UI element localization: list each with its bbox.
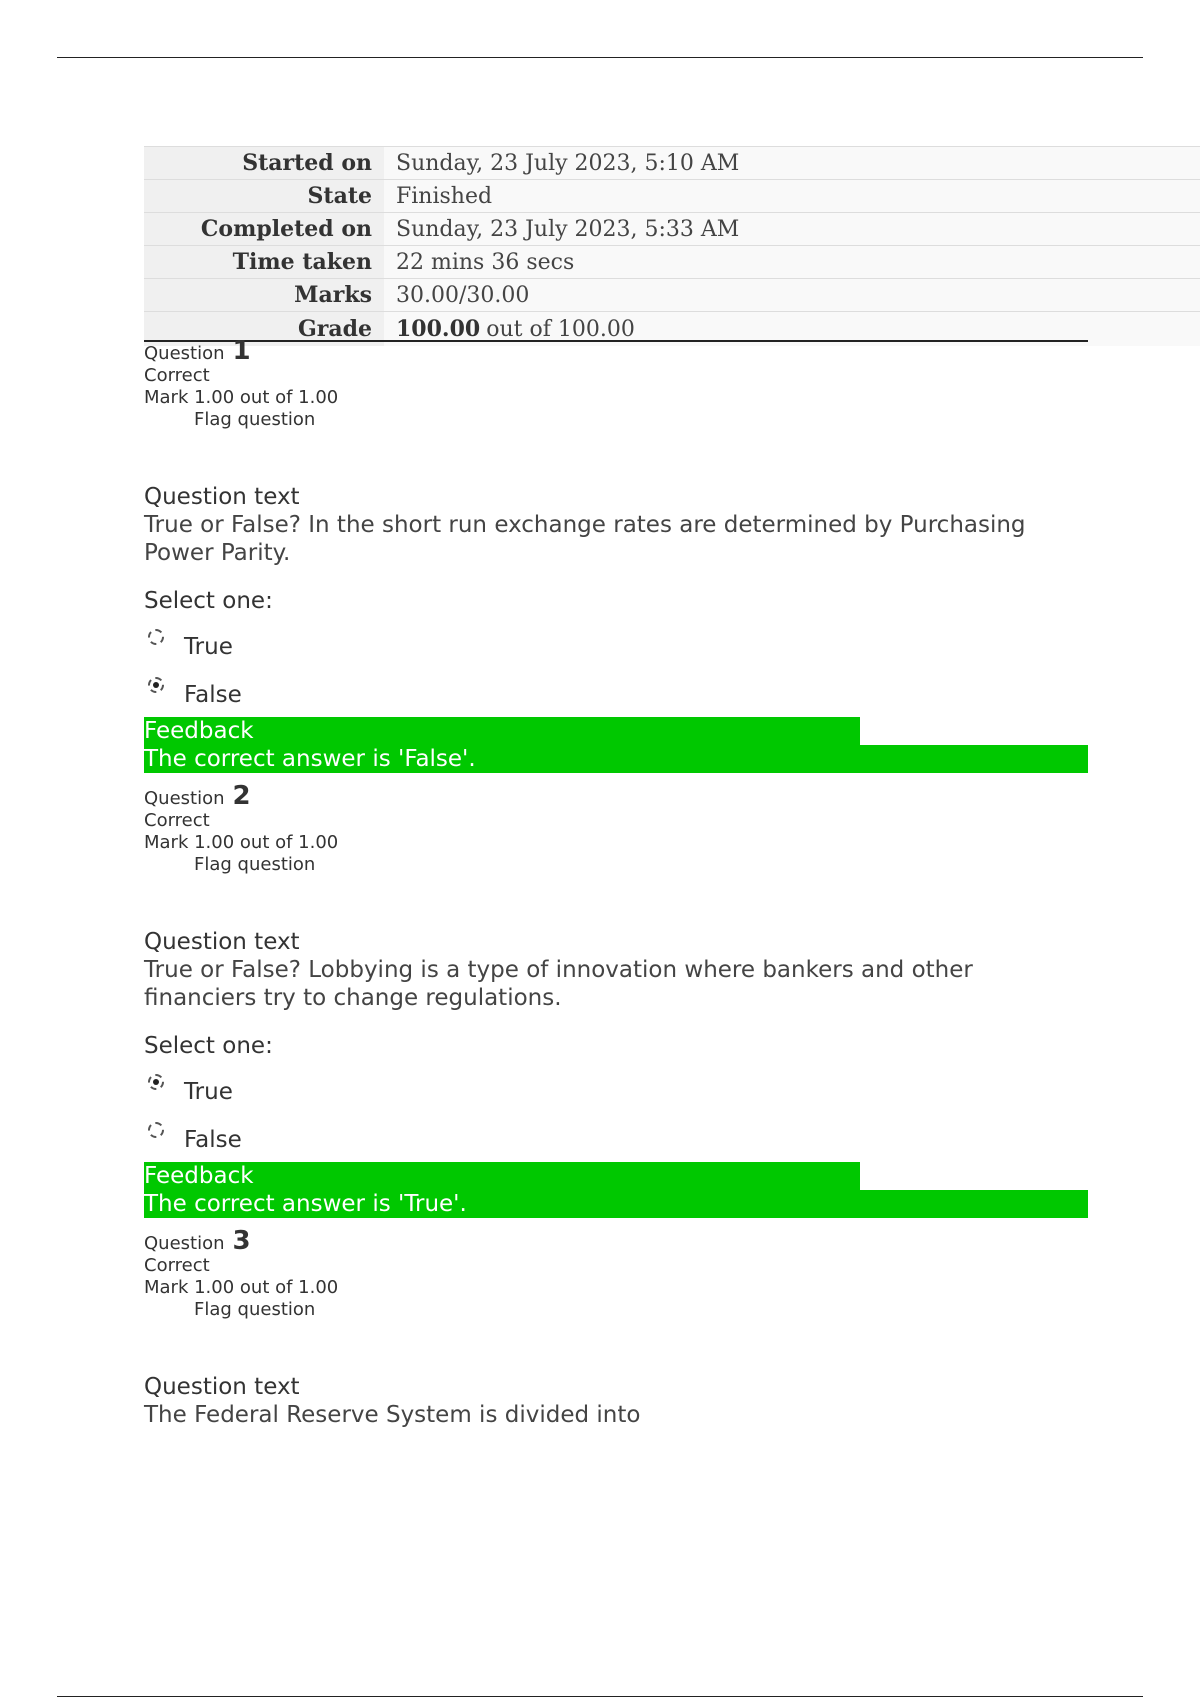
question-text-heading: Question text xyxy=(144,1374,300,1400)
question-text: True or False? In the short run exchange rates are determined by Purchasing Power Parity. xyxy=(144,512,1026,566)
question-prefix: Question xyxy=(144,1233,225,1254)
question-info xyxy=(144,781,1088,876)
select-one-label: Select one: xyxy=(144,588,273,614)
summary-label: Marks xyxy=(144,279,384,311)
question-heading xyxy=(144,1226,1088,1256)
summary-value: Sunday, 23 July 2023, 5:10 AM xyxy=(384,147,1200,179)
question-text-heading: Question text xyxy=(144,929,300,955)
summary-label: State xyxy=(144,180,384,212)
answer-option-false[interactable] xyxy=(144,1108,1088,1156)
flag-question-link[interactable]: Flag question xyxy=(194,1299,316,1320)
answer-option-label: True xyxy=(184,634,233,660)
question-text: The Federal Reserve System is divided into xyxy=(144,1402,641,1428)
grade-out-of: out of 100.00 xyxy=(486,316,635,342)
question-info xyxy=(144,336,1088,431)
answer-option-true[interactable] xyxy=(144,615,1088,663)
feedback-heading: Feedback xyxy=(144,717,860,745)
radio-unchecked-icon[interactable] xyxy=(148,629,164,645)
attempt-summary-table xyxy=(144,146,1200,346)
summary-row-marks xyxy=(144,278,1200,311)
answer-option-label: False xyxy=(184,1127,242,1153)
answer-option-false[interactable] xyxy=(144,663,1088,711)
question-info xyxy=(144,1226,1088,1321)
summary-value: Sunday, 23 July 2023, 5:33 AM xyxy=(384,213,1200,245)
feedback-text: The correct answer is 'False'. xyxy=(144,745,1088,773)
question-number: 3 xyxy=(232,1226,251,1256)
summary-label: Started on xyxy=(144,147,384,179)
question-status: Correct xyxy=(144,365,210,386)
question-number: 1 xyxy=(232,336,251,366)
summary-label: Time taken xyxy=(144,246,384,278)
answer-option-label: True xyxy=(184,1079,233,1105)
summary-row-time-taken xyxy=(144,245,1200,278)
question-prefix: Question xyxy=(144,343,225,364)
feedback-heading: Feedback xyxy=(144,1162,860,1190)
radio-unchecked-icon[interactable] xyxy=(148,1122,164,1138)
question-prefix: Question xyxy=(144,788,225,809)
select-one-label: Select one: xyxy=(144,1033,273,1059)
feedback-text: The correct answer is 'True'. xyxy=(144,1190,1088,1218)
radio-checked-icon[interactable] xyxy=(148,1074,164,1090)
question-mark: Mark 1.00 out of 1.00 xyxy=(144,387,339,408)
radio-checked-icon[interactable] xyxy=(148,677,164,693)
summary-value: 30.00/30.00 xyxy=(384,279,1200,311)
summary-label: Completed on xyxy=(144,213,384,245)
question-text-heading: Question text xyxy=(144,484,300,510)
summary-row-state xyxy=(144,179,1200,212)
question-status: Correct xyxy=(144,810,210,831)
page-bottom-rule xyxy=(57,1696,1143,1697)
summary-label: Grade xyxy=(144,312,384,346)
question-1 xyxy=(144,336,1088,773)
question-heading xyxy=(144,781,1088,811)
answer-option-label: False xyxy=(184,682,242,708)
summary-row-completed-on xyxy=(144,212,1200,245)
question-2 xyxy=(144,781,1088,1218)
question-heading xyxy=(144,336,1088,366)
question-text: True or False? Lobbying is a type of innovation where bankers and other financiers try to change regulations. xyxy=(144,957,973,1011)
flag-question-link[interactable]: Flag question xyxy=(194,854,316,875)
grade-score: 100.00 xyxy=(396,316,481,342)
question-3 xyxy=(144,1226,1088,1429)
summary-value: 22 mins 36 secs xyxy=(384,246,1200,278)
question-mark: Mark 1.00 out of 1.00 xyxy=(144,832,339,853)
answer-option-true[interactable] xyxy=(144,1060,1088,1108)
question-mark: Mark 1.00 out of 1.00 xyxy=(144,1277,339,1298)
summary-row-started-on xyxy=(144,146,1200,179)
summary-value: Finished xyxy=(384,180,1200,212)
question-status: Correct xyxy=(144,1255,210,1276)
question-number: 2 xyxy=(232,781,251,811)
page-top-rule xyxy=(57,57,1143,58)
flag-question-link[interactable]: Flag question xyxy=(194,409,316,430)
